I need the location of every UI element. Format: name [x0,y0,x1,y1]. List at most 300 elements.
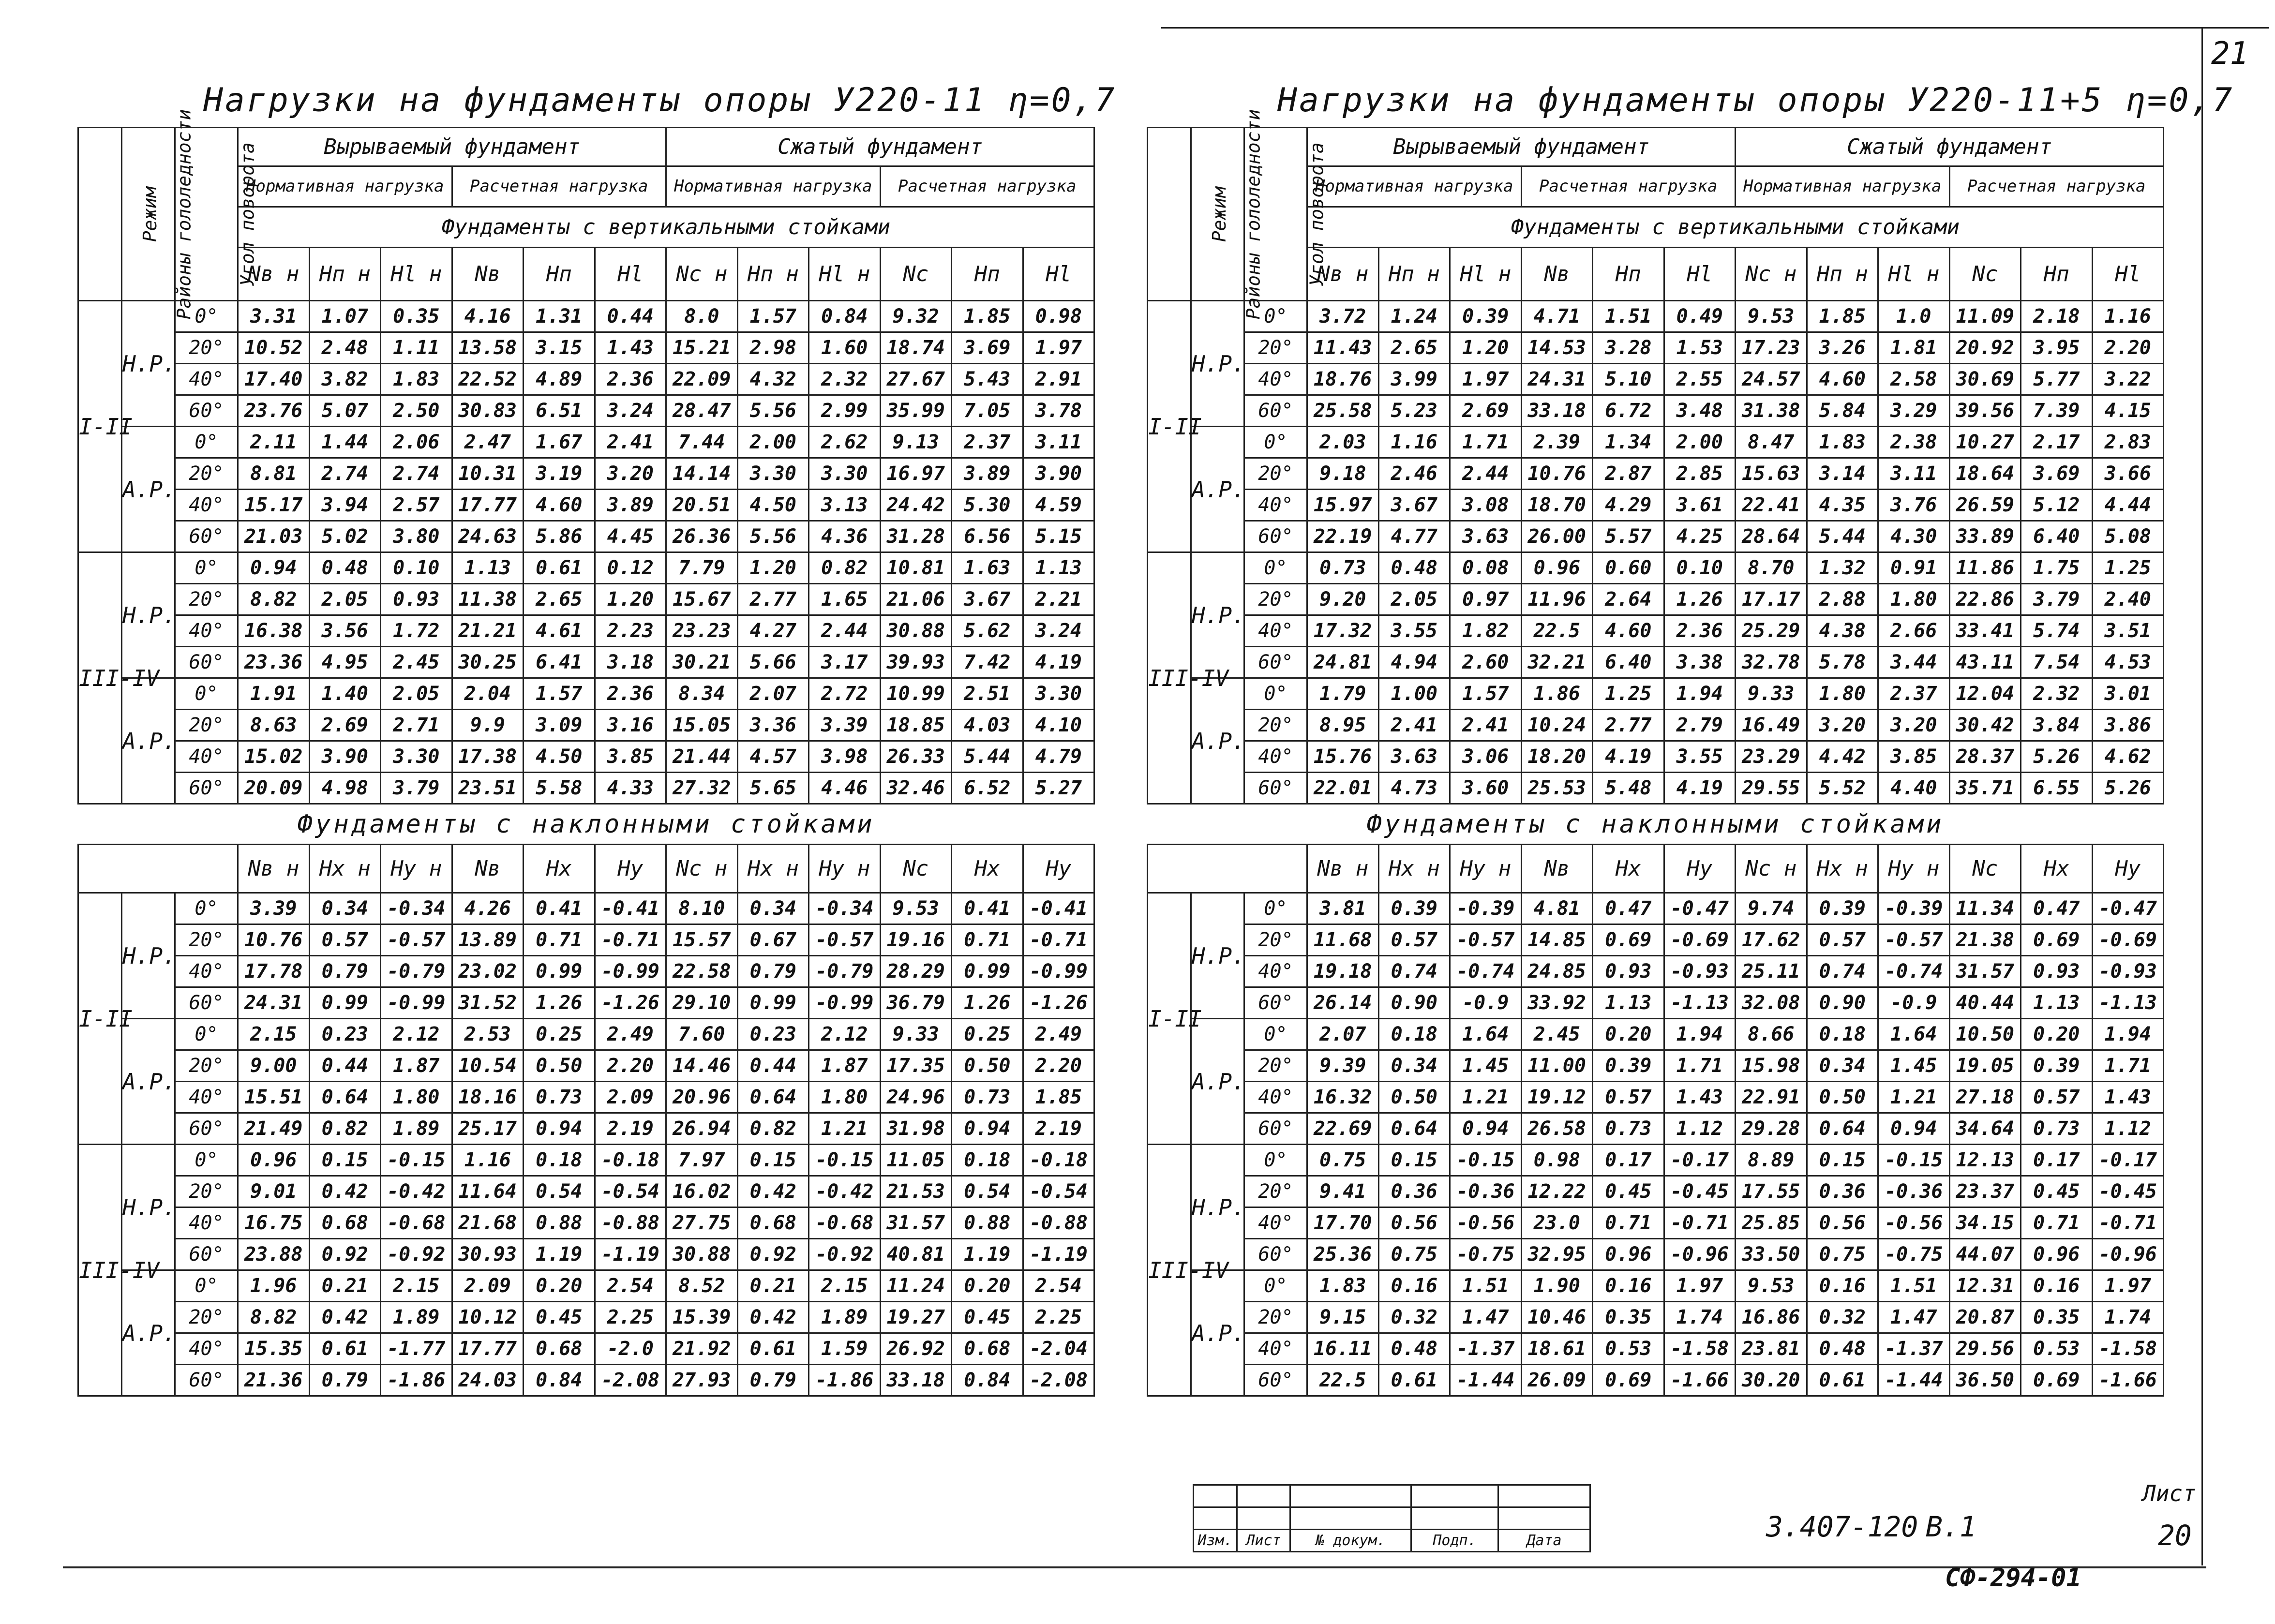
document-suffix: В.1 [1926,1510,1976,1543]
table-cell: 1.74 [2092,1302,2164,1333]
header-regions: Районы гололедности [1242,109,1264,319]
table-cell: -0.96 [2092,1239,2164,1270]
table-cell: 9.39 [1307,1050,1379,1082]
table-cell: 3.63 [1450,521,1522,552]
table-cell: 7.05 [952,395,1023,427]
row-angle: 0° [1244,427,1307,458]
table-cell: 4.50 [737,490,809,521]
row-angle: 20° [1244,1176,1307,1207]
table-row [1148,395,2164,427]
table-cell: 3.24 [1023,615,1094,647]
table-cell: 0.35 [2021,1302,2093,1333]
header-angle: Угол поворота [1306,142,1328,286]
table-cell: 4.53 [2092,647,2164,678]
table-cell: 2.71 [381,710,452,741]
table-cell: 12.13 [1949,1145,2021,1176]
table-cell: 24.31 [238,987,310,1019]
stamp-label-rev: Изм. [1194,1530,1237,1552]
table-cell: 3.38 [1664,647,1736,678]
row-mode: А.Р. [122,1019,175,1145]
table-cell: 28.37 [1949,741,2021,773]
row-angle: 0° [175,893,238,924]
table-cell: 5.26 [2092,773,2164,804]
table-cell: 1.34 [1593,427,1664,458]
table-cell: -1.77 [381,1333,452,1365]
table-cell: 3.81 [1307,893,1379,924]
table-row [78,1270,1094,1302]
table-row [78,1113,1094,1145]
row-mode: Н.Р. [122,893,175,1019]
table-cell: 3.61 [1664,490,1736,521]
table-cell: 1.91 [238,678,310,710]
table-cell: 5.56 [737,521,809,552]
table-cell: -1.86 [381,1365,452,1396]
column-header: Nс [880,845,952,893]
table-cell: 31.98 [880,1113,952,1145]
table-cell: 0.36 [1807,1176,1878,1207]
table-cell: -0.57 [381,924,452,956]
table-cell: 0.15 [1807,1145,1878,1176]
table-cell: 27.67 [880,364,952,395]
table-cell: 30.42 [1949,710,2021,741]
table-cell: 3.11 [1023,427,1094,458]
table-cell: 1.32 [1807,552,1878,584]
table-cell: 0.54 [524,1176,595,1207]
table-cell: 0.96 [1521,552,1593,584]
table-row [78,924,1094,956]
table-cell: 1.47 [1878,1302,1950,1333]
table-cell: 28.47 [666,395,738,427]
table-cell: 0.35 [381,301,452,332]
table-cell: 0.15 [1378,1145,1450,1176]
table-cell: 18.61 [1521,1333,1593,1365]
row-angle: 60° [175,773,238,804]
section-vertical-posts: Фундаменты с вертикальными стойками [238,207,1094,248]
table-cell: 3.28 [1593,332,1664,364]
table-cell: 3.80 [381,521,452,552]
header-compressed-foundation: Сжатый фундамент [666,128,1094,166]
table-cell: 2.66 [1878,615,1950,647]
table-cell: 3.94 [309,490,381,521]
table-cell: 22.01 [1307,773,1379,804]
row-angle: 0° [1244,1270,1307,1302]
table-row [1148,1239,2164,1270]
table-cell: 21.92 [666,1333,738,1365]
table-cell: 0.73 [524,1082,595,1113]
table-cell: 3.95 [2021,332,2093,364]
table-cell: 18.16 [452,1082,524,1113]
table-cell: 2.99 [809,395,881,427]
row-mode: А.Р. [1191,1270,1244,1396]
table-cell: 15.21 [666,332,738,364]
table-cell: 22.5 [1307,1365,1379,1396]
table-cell: 0.16 [1593,1270,1664,1302]
table-cell: 4.44 [2092,490,2164,521]
table-cell: 5.74 [2021,615,2093,647]
table-cell: 2.37 [952,427,1023,458]
table-cell: 1.19 [524,1239,595,1270]
table-cell: 5.62 [952,615,1023,647]
table-cell: 2.54 [595,1270,666,1302]
table-cell: -0.74 [1878,956,1950,987]
row-mode: А.Р. [122,427,175,552]
table-cell: 0.20 [952,1270,1023,1302]
column-header: Nс [1949,248,2021,301]
row-angle: 40° [1244,615,1307,647]
table-row [1148,332,2164,364]
column-header: Hl н [1450,248,1522,301]
table-cell: 0.18 [1807,1019,1878,1050]
table-cell: 5.02 [309,521,381,552]
table-cell: 1.45 [1450,1050,1522,1082]
table-cell: -1.13 [2092,987,2164,1019]
table-cell: 1.57 [737,301,809,332]
table-cell: 3.99 [1378,364,1450,395]
table-cell: 1.21 [1878,1082,1950,1113]
row-angle: 60° [1244,521,1307,552]
header-pulled-foundation: Вырываемый фундамент [1307,128,1736,166]
table-cell: 24.31 [1521,364,1593,395]
table-cell: 1.51 [1593,301,1664,332]
table-cell: 17.38 [452,741,524,773]
row-mode: Н.Р. [1191,1145,1244,1270]
table-cell: 10.76 [1521,458,1593,490]
table-cell: 3.24 [595,395,666,427]
table-cell: 2.87 [1593,458,1664,490]
row-region: III-IV [78,1145,122,1396]
table-cell: 32.95 [1521,1239,1593,1270]
stamp-label-docnum: № докум. [1290,1530,1411,1552]
header-compressed-foundation: Сжатый фундамент [1736,128,2164,166]
table-cell: 0.39 [2021,1050,2093,1082]
table-cell: 31.38 [1736,395,1807,427]
table-cell: 2.74 [309,458,381,490]
row-angle: 60° [175,521,238,552]
table-cell: 0.34 [1807,1050,1878,1082]
row-angle: 60° [1244,1113,1307,1145]
table-cell: 1.94 [2092,1019,2164,1050]
table-cell: 1.64 [1878,1019,1950,1050]
table-cell: 1.11 [381,332,452,364]
table-cell: 3.13 [809,490,881,521]
table-cell: 3.26 [1807,332,1878,364]
table-cell: 0.79 [309,1365,381,1396]
header-norm-load: Нормативная нагрузка [1307,166,1522,207]
column-header: Hx [952,845,1023,893]
table-cell: -0.54 [595,1176,666,1207]
table-cell: 4.57 [737,741,809,773]
table-cell: 9.20 [1307,584,1379,615]
row-angle: 60° [1244,395,1307,427]
table-cell: 15.05 [666,710,738,741]
table-cell: 0.61 [309,1333,381,1365]
row-angle: 20° [1244,332,1307,364]
table-cell: 2.98 [737,332,809,364]
row-angle: 60° [1244,1365,1307,1396]
table-cell: 1.19 [952,1239,1023,1270]
table-cell: 4.61 [524,615,595,647]
table-cell: 0.48 [309,552,381,584]
header-norm-load: Нормативная нагрузка [1736,166,1950,207]
row-region: I-II [78,893,122,1145]
table-cell: 2.53 [452,1019,524,1050]
table-cell: 4.46 [809,773,881,804]
sheet-label: Лист [2142,1480,2196,1506]
table-cell: 0.97 [1450,584,1522,615]
table-row [78,1333,1094,1365]
column-header: Hx [1593,845,1664,893]
table-cell: 3.16 [595,710,666,741]
table-cell: 0.10 [381,552,452,584]
table-cell: 2.65 [1378,332,1450,364]
table-cell: 39.56 [1949,395,2021,427]
table-cell: 1.51 [1878,1270,1950,1302]
table-cell: 1.16 [2092,301,2164,332]
column-header: Hx н [309,845,381,893]
table-cell: -0.71 [1664,1207,1736,1239]
table-cell: 0.50 [1807,1082,1878,1113]
table-cell: 3.76 [1878,490,1950,521]
table-cell: 2.05 [381,678,452,710]
table-cell: 11.38 [452,584,524,615]
table-cell: 23.81 [1736,1333,1807,1365]
column-header: Hx [2021,845,2093,893]
column-header: Nв [452,845,524,893]
table-cell: 23.51 [452,773,524,804]
table-cell: -1.86 [809,1365,881,1396]
table-cell: 1.21 [1450,1082,1522,1113]
table-cell: 1.13 [452,552,524,584]
table-cell: -1.58 [2092,1333,2164,1365]
table-cell: 4.26 [452,893,524,924]
table-cell: 8.66 [1736,1019,1807,1050]
table-cell: 1.80 [1807,678,1878,710]
table-cell: 32.21 [1521,647,1593,678]
table-cell: 14.85 [1521,924,1593,956]
row-angle: 40° [1244,741,1307,773]
table-cell: 15.67 [666,584,738,615]
table-cell: 0.18 [1378,1019,1450,1050]
table-cell: 6.56 [952,521,1023,552]
table-cell: 5.10 [1593,364,1664,395]
table-cell: 1.31 [524,301,595,332]
table-cell: 1.97 [1023,332,1094,364]
table-cell: 1.83 [381,364,452,395]
table-row [78,773,1094,804]
table-cell: -0.15 [381,1145,452,1176]
table-cell: 1.74 [1664,1302,1736,1333]
table-row [1148,773,2164,804]
table-cell: 31.28 [880,521,952,552]
row-angle: 60° [1244,1239,1307,1270]
table-cell: 0.45 [952,1302,1023,1333]
table-cell: 9.13 [880,427,952,458]
table-cell: 17.62 [1736,924,1807,956]
column-header: Hl [1023,248,1094,301]
table-row [78,1145,1094,1176]
table-cell: 23.76 [238,395,310,427]
table-cell: 3.55 [1378,615,1450,647]
table-cell: 14.53 [1521,332,1593,364]
table-cell: 5.26 [2021,741,2093,773]
table-cell: 10.46 [1521,1302,1593,1333]
table-row [78,710,1094,741]
table-cell: 11.64 [452,1176,524,1207]
table-cell: 3.90 [1023,458,1094,490]
section-inclined-posts: Фундаменты с наклонными стойками [1148,804,2164,845]
table-cell: 0.64 [1807,1113,1878,1145]
table-cell: 1.16 [452,1145,524,1176]
table-cell: -0.96 [1664,1239,1736,1270]
row-angle: 20° [1244,1302,1307,1333]
table-row [1148,1270,2164,1302]
table-cell: 8.95 [1307,710,1379,741]
column-header: Hп н [737,248,809,301]
table-cell: 6.51 [524,395,595,427]
row-angle: 0° [1244,1019,1307,1050]
row-angle: 20° [175,584,238,615]
table-cell: 2.15 [381,1270,452,1302]
table-cell: 18.70 [1521,490,1593,521]
table-cell: 4.33 [595,773,666,804]
column-header: Nв [1521,248,1593,301]
table-cell: -0.68 [809,1207,881,1239]
table-cell: 22.09 [666,364,738,395]
table-cell: 2.11 [238,427,310,458]
table-cell: 0.69 [2021,924,2093,956]
table-row [1148,1302,2164,1333]
table-cell: 5.65 [737,773,809,804]
table-cell: 30.93 [452,1239,524,1270]
header-calc-load: Расчетная нагрузка [880,166,1094,207]
table-cell: 22.52 [452,364,524,395]
table-cell: 0.17 [1593,1145,1664,1176]
table-cell: 10.54 [452,1050,524,1082]
table-cell: 0.73 [1307,552,1379,584]
table-row [1148,710,2164,741]
row-mode: Н.Р. [122,301,175,427]
column-header: Hп н [1378,248,1450,301]
table-cell [1191,128,1244,301]
header-calc-load: Расчетная нагрузка [452,166,666,207]
column-header: Hy [2092,845,2164,893]
column-header: Hп н [1807,248,1878,301]
table-cell: 5.27 [1023,773,1094,804]
table-cell: 2.20 [1023,1050,1094,1082]
table-cell: 11.86 [1949,552,2021,584]
table-cell: 2.48 [309,332,381,364]
column-header: Nв [452,248,524,301]
column-header: Hl н [1878,248,1950,301]
table-cell: 9.33 [880,1019,952,1050]
table-cell: 0.50 [524,1050,595,1082]
left-title: Нагрузки на фундаменты опоры У220-11 η=0,7 [203,81,1117,119]
table-cell: 0.79 [309,956,381,987]
table-cell: 3.51 [2092,615,2164,647]
table-cell: 0.91 [1878,552,1950,584]
stamp-label-sign: Подп. [1411,1530,1498,1552]
row-region: I-II [1148,893,1191,1145]
table-row [1148,427,2164,458]
table-cell: 1.43 [1664,1082,1736,1113]
table-cell: 0.96 [2021,1239,2093,1270]
table-cell: 1.79 [1307,678,1379,710]
table-cell: 6.41 [524,647,595,678]
table-cell: 0.49 [1664,301,1736,332]
row-angle: 0° [175,1270,238,1302]
table-cell: -1.44 [1450,1365,1522,1396]
table-row [78,521,1094,552]
table-row [1148,1050,2164,1082]
table-cell: 3.89 [595,490,666,521]
table-cell: 21.36 [238,1365,310,1396]
table-cell: 17.70 [1307,1207,1379,1239]
table-cell: 1.94 [1664,678,1736,710]
table-cell: 27.18 [1949,1082,2021,1113]
row-angle: 0° [175,678,238,710]
table-cell: 22.41 [1736,490,1807,521]
table-cell: 16.38 [238,615,310,647]
row-angle: 40° [175,1333,238,1365]
table-cell: 11.43 [1307,332,1379,364]
column-header: Hl н [809,248,881,301]
table-cell: 4.29 [1593,490,1664,521]
table-cell: 3.31 [238,301,310,332]
table-cell: 0.18 [952,1145,1023,1176]
table-row [1148,1365,2164,1396]
table-cell: 3.60 [1450,773,1522,804]
row-angle: 40° [175,1207,238,1239]
table-cell: 1.00 [1378,678,1450,710]
table-cell: 5.52 [1807,773,1878,804]
table-cell: 35.99 [880,395,952,427]
table-cell: 3.20 [1807,710,1878,741]
table-cell: 1.80 [809,1082,881,1113]
table-cell: 13.89 [452,924,524,956]
table-cell: 17.35 [880,1050,952,1082]
table-cell: -2.08 [1023,1365,1094,1396]
table-cell: 0.44 [595,301,666,332]
table-cell: 4.50 [524,741,595,773]
table-cell: 10.12 [452,1302,524,1333]
table-cell: 23.36 [238,647,310,678]
table-cell: 2.55 [1664,364,1736,395]
table-cell: 3.44 [1878,647,1950,678]
table-cell: 6.55 [2021,773,2093,804]
table-cell: 30.25 [452,647,524,678]
table-cell: 14.14 [666,458,738,490]
table-cell: 0.54 [952,1176,1023,1207]
table-cell: 39.93 [880,647,952,678]
table-cell: 1.44 [309,427,381,458]
table-cell: 1.83 [1307,1270,1379,1302]
table-cell: 1.20 [737,552,809,584]
table-cell: 21.68 [452,1207,524,1239]
table-cell: 0.42 [309,1176,381,1207]
table-cell: 2.18 [2021,301,2093,332]
table-cell: 2.79 [1664,710,1736,741]
row-angle: 40° [175,364,238,395]
table-row [78,956,1094,987]
table-cell: 2.46 [1378,458,1450,490]
table-cell: 8.82 [238,584,310,615]
table-cell: 17.78 [238,956,310,987]
table-cell: -0.99 [809,987,881,1019]
table-cell: 33.41 [1949,615,2021,647]
table-cell: 3.11 [1878,458,1950,490]
table-cell: 24.85 [1521,956,1593,987]
table-cell: 21.53 [880,1176,952,1207]
